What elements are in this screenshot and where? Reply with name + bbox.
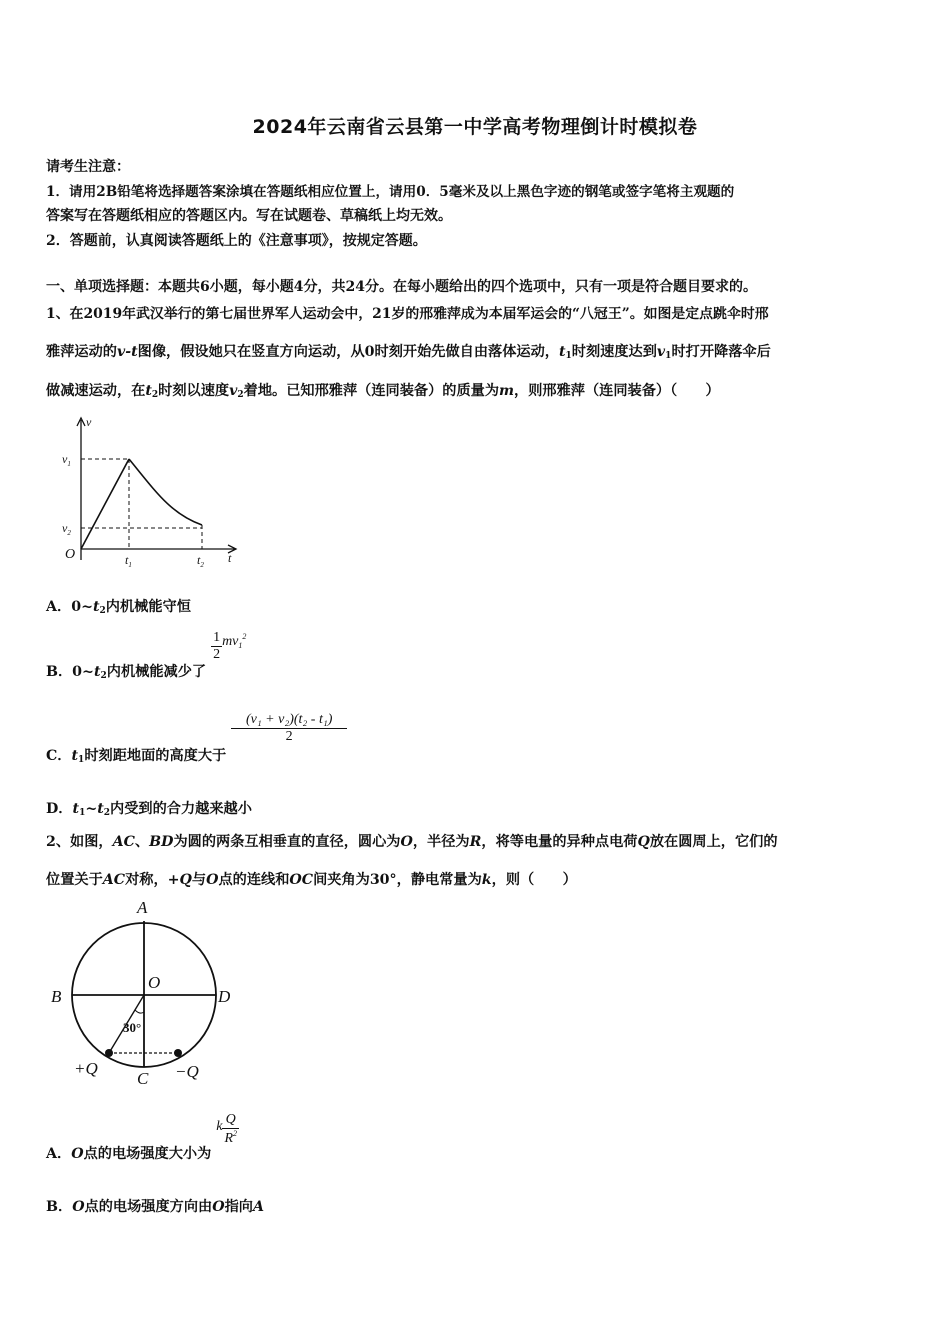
point-c-label: C	[137, 1069, 149, 1088]
a-fraction: $\frac{Q}{R^2}$	[224, 1112, 237, 1146]
point-d-label: D	[218, 987, 231, 1006]
q2-option-a[interactable]: A．O点的电场强度大小为 k $\frac{Q}{R^2}$	[46, 1112, 237, 1162]
q1-line-1: 1、在2019年武汉举行的第七届世界军人运动会中，21岁的邢雅萍成为本届军运会的“八冠王”。如图是定点跳伞时邢	[46, 306, 769, 322]
v1-label: $v_1$	[62, 452, 71, 468]
c-fraction: $\frac{\text{(v₁ + v₂)(t₂ - t₁)}}{2}$	[231, 712, 347, 745]
free-fall-line	[81, 459, 129, 549]
notice-line-1a: 1．请用2B铅笔将选择题答案涂填在答题纸相应位置上，请用0．5毫米及以上黑色字迹的钢笔或签字笔将主观题的	[46, 184, 735, 200]
t1-label: $t_1$	[125, 553, 132, 569]
point-b-label: B	[51, 987, 62, 1006]
circle-figure	[44, 896, 254, 1091]
notice-heading: 请考生注意：	[46, 159, 130, 175]
q2-line-2: 位置关于AC对称，+Q与O点的连线和OC间夹角为30°，静电常量为k，则（ ）	[46, 872, 577, 888]
page-title: 2024年云南省云县第一中学高考物理倒计时模拟卷	[252, 116, 698, 138]
q2-line-1: 2、如图，AC、BD为圆的两条互相垂直的直径，圆心为O，半径为R，将等电量的异种点电荷Q放在圆周上，它们的	[46, 834, 778, 850]
plus-q-label: +Q	[74, 1059, 98, 1078]
q2-option-b[interactable]: B．O点的电场强度方向由O指向A	[46, 1199, 265, 1215]
b-fraction: $\frac{1}{2}$	[213, 630, 221, 662]
t-label: t	[228, 551, 232, 565]
v-label: v	[86, 415, 92, 429]
q1-option-c[interactable]: C．$t_1$时刻距地面的高度大于 $\frac{\text{(v₁ + v₂)(t₂ - t₁)}}{2}$	[46, 712, 347, 745]
q1-line-3: 做减速运动，在$t_2$时刻以速度$v_2$着地。已知邢雅萍（连同装备）的质量为m，则邢雅萍（连同装备）（ ）	[46, 383, 720, 400]
q1-option-d[interactable]: D．$t_1\sim t_2$内受到的合力越来越小	[46, 801, 252, 818]
angle-label: 30°	[123, 1020, 142, 1035]
minus-q-label: −Q	[175, 1062, 199, 1081]
q1-line-2: 雅萍运动的v-t图像，假设她只在竖直方向运动，从0时刻开始先做自由落体运动，$t_1$时刻速度达到$v_1$时打开降落伞后	[46, 344, 771, 361]
q1-option-b[interactable]: B．$0\sim t_2$内机械能减少了 $\frac{1}{2}$ $mv_1^2$	[46, 630, 247, 681]
section-heading: 一、单项选择题：本题共6小题，每小题4分，共24分。在每小题给出的四个选项中，只有一项是符合题目要求的。	[46, 279, 757, 295]
q1-option-a[interactable]: A．$0\sim t_2$内机械能守恒	[46, 599, 191, 616]
origin-label: O	[65, 547, 76, 562]
vt-graph	[56, 412, 246, 572]
decel-curve	[129, 459, 202, 525]
point-a-label: A	[137, 898, 148, 917]
t2-label: $t_2$	[197, 553, 204, 569]
angle-arc	[135, 1010, 144, 1013]
notice-line-1b: 答案写在答题纸相应的答题区内。写在试题卷、草稿纸上均无效。	[46, 208, 452, 224]
plus-q-charge	[105, 1049, 113, 1057]
notice-line-2: 2．答题前，认真阅读答题纸上的《注意事项》，按规定答题。	[46, 233, 427, 249]
minus-q-charge	[174, 1049, 182, 1057]
v2-label: $v_2$	[62, 521, 71, 537]
point-o-label: O	[148, 973, 161, 992]
